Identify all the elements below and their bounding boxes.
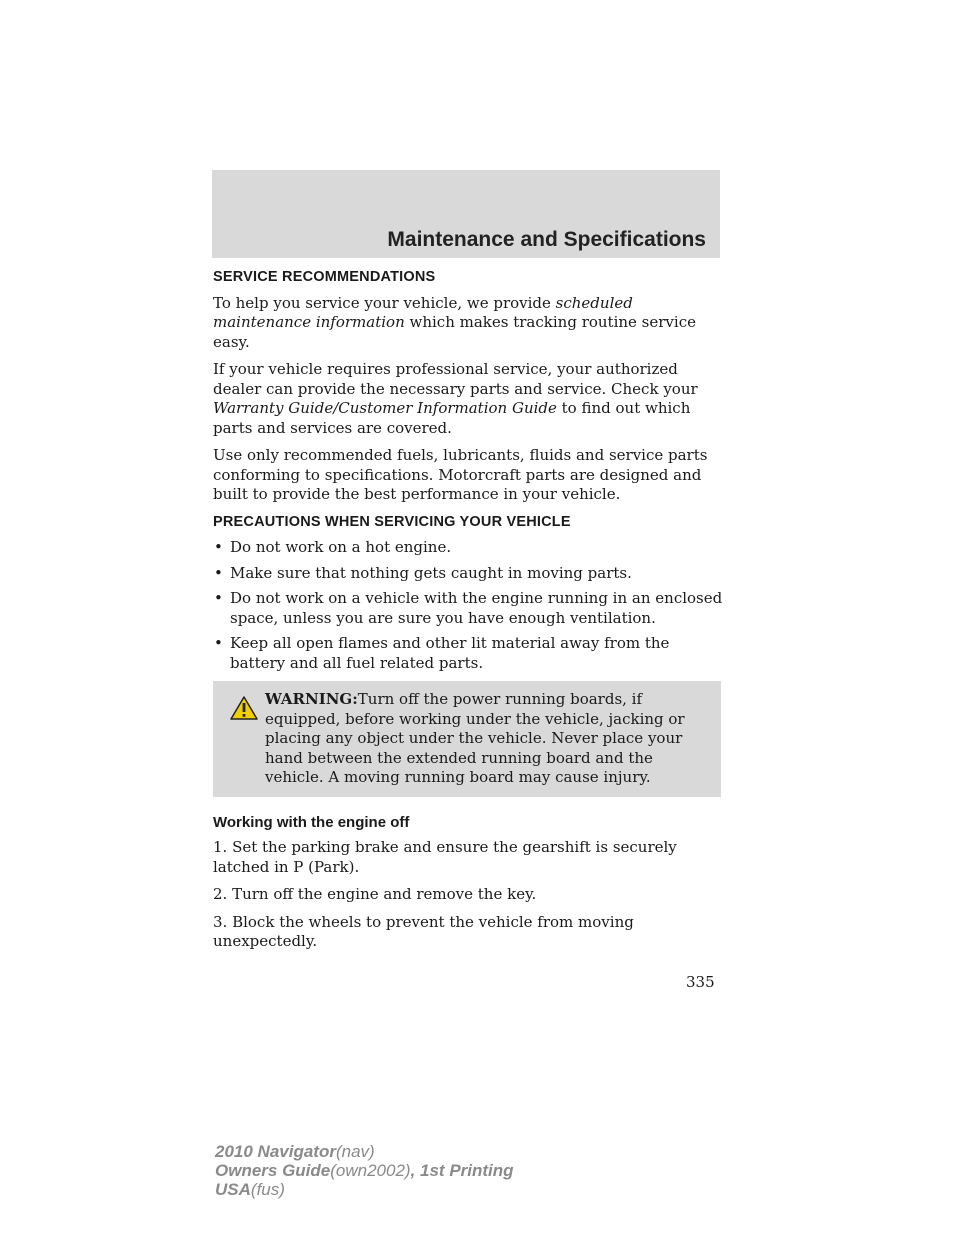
section-title: Maintenance and Specifications [387, 228, 706, 251]
engine-off-step-2: 2. Turn off the engine and remove the key. [213, 885, 537, 903]
footer-line-3 [215, 1180, 514, 1199]
text-run: If your vehicle requires professional service, your authorized dealer can provide the necessary parts and service. Check your [213, 360, 698, 398]
list-item [213, 564, 723, 584]
page-number: 335 [686, 973, 715, 991]
list-item-text: Keep all open flames and other lit material away from the battery and all fuel related parts. [230, 634, 670, 672]
engine-off-step-3: 3. Block the wheels to prevent the vehicle from moving unexpectedly. [213, 912, 634, 950]
service-paragraph-3: Use only recommended fuels, lubricants, fluids and service parts conforming to specifications. Motorcraft parts are designed and built to provide the best performance in your vehicle. [213, 446, 708, 503]
service-paragraph-2 [213, 360, 723, 438]
list-item-text: Make sure that nothing gets caught in moving parts. [230, 563, 632, 582]
precautions-heading: PRECAUTIONS WHEN SERVICING YOUR VEHICLE [213, 513, 571, 530]
footer-line-2 [215, 1161, 514, 1180]
warning-label: WARNING: [265, 690, 358, 708]
warning-body: Turn off the power running boards, if equipped, before working under the vehicle, jacking or placing any object under the vehicle. Never place your hand between the extended running board and the vehicle. A moving running board may cause injury. [265, 690, 685, 786]
engine-off-heading: Working with the engine off [213, 813, 410, 831]
text-run: To help you service your vehicle, we provide [213, 293, 556, 312]
footer-print-info [215, 1142, 514, 1199]
footer-text: (own2002) [330, 1161, 411, 1180]
page-content [213, 268, 723, 960]
bullet-icon: • [214, 563, 223, 582]
precautions-list [213, 538, 723, 673]
bullet-icon: • [214, 538, 223, 556]
bullet-icon: • [214, 634, 223, 652]
list-item [213, 634, 723, 673]
warning-triangle-icon [229, 695, 259, 721]
service-paragraph-1 [213, 294, 723, 353]
footer-text: , 1st Printing [410, 1161, 514, 1180]
list-item [213, 538, 723, 558]
engine-off-step-1: 1. Set the parking brake and ensure the gearshift is securely latched in P (Park). [213, 838, 677, 876]
bullet-icon: • [214, 589, 223, 607]
italic-text-run: scheduled maintenance information [213, 293, 633, 331]
footer-text: (nav) [335, 1142, 375, 1161]
italic-text-run: Warranty Guide/Customer Information Guide [213, 399, 557, 417]
list-item-text: Do not work on a vehicle with the engine running in an enclosed space, unless you are sure you have enough ventilation. [230, 589, 723, 627]
text-run: to find out which parts and services are covered. [213, 399, 691, 437]
text-run: which makes tracking routine service easy. [213, 313, 696, 351]
list-item-text: Do not work on a hot engine. [230, 538, 452, 556]
footer-text: (fus) [250, 1180, 285, 1199]
service-recommendations-heading: SERVICE RECOMMENDATIONS [213, 269, 436, 285]
footer-line-1 [215, 1142, 514, 1161]
footer-text: USA [215, 1180, 251, 1199]
footer-text: Owners Guide [215, 1161, 331, 1180]
warning-text [221, 690, 713, 788]
section-header-band [212, 170, 720, 258]
footer-text: 2010 Navigator [215, 1142, 336, 1161]
list-item [213, 589, 723, 628]
warning-box [213, 681, 721, 797]
